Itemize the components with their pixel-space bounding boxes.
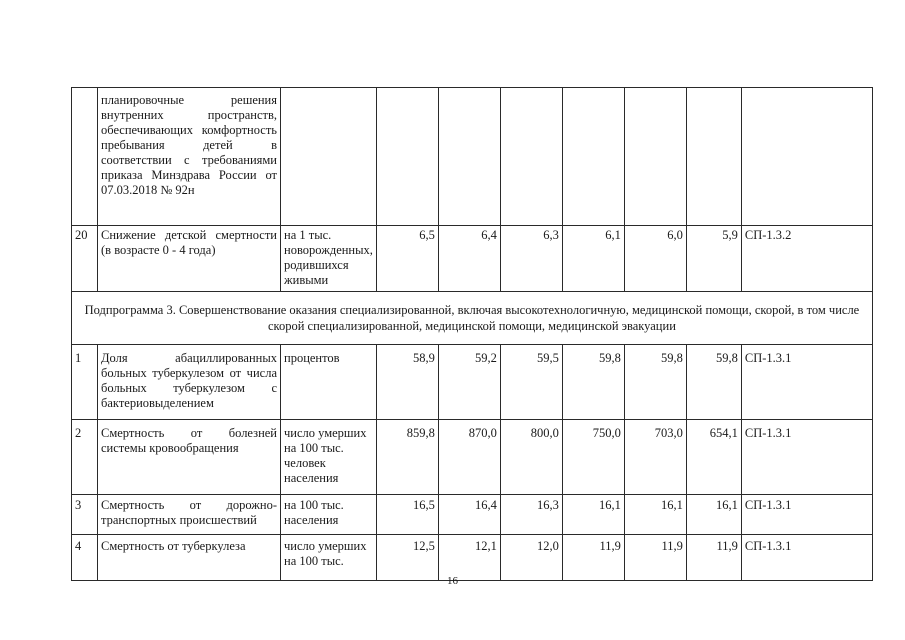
- indicator-value: 654,1: [686, 420, 741, 495]
- indicator-reference: СП-1.3.1: [741, 345, 872, 420]
- indicator-value: 800,0: [500, 420, 562, 495]
- indicator-value: 16,1: [686, 495, 741, 535]
- table-row: [72, 535, 873, 581]
- table-row: [72, 420, 873, 495]
- indicator-value: 12,5: [376, 535, 438, 581]
- indicator-value: 59,8: [686, 345, 741, 420]
- indicator-value: 859,8: [376, 420, 438, 495]
- indicator-value: [376, 88, 438, 226]
- row-number: 20: [72, 226, 98, 292]
- indicator-value: [562, 88, 624, 226]
- indicator-value: [438, 88, 500, 226]
- indicator-value: 16,5: [376, 495, 438, 535]
- table-row: [72, 88, 873, 226]
- indicator-name: Смертность от дорожно-транспортных происшествий: [98, 495, 281, 535]
- table-row: [72, 345, 873, 420]
- indicator-value: 6,4: [438, 226, 500, 292]
- indicator-value: 6,3: [500, 226, 562, 292]
- indicators-table: [71, 87, 873, 581]
- indicator-name: планировочные решения внутренних пространств, обеспечивающих комфортность пребывания детей в соответствии с требованиями приказа Минздрава России от 07.03.2018 № 92н: [98, 88, 281, 226]
- indicator-unit: процентов: [281, 345, 377, 420]
- indicator-value: 58,9: [376, 345, 438, 420]
- table-row: [72, 226, 873, 292]
- page-number: 16: [447, 575, 458, 587]
- indicator-unit: на 1 тыс. новорожденных, родившихся живыми: [281, 226, 377, 292]
- indicator-reference: СП-1.3.1: [741, 420, 872, 495]
- indicator-value: 5,9: [686, 226, 741, 292]
- indicator-value: 11,9: [624, 535, 686, 581]
- row-number: 4: [72, 535, 98, 581]
- indicator-value: 6,0: [624, 226, 686, 292]
- indicator-reference: СП-1.3.1: [741, 535, 872, 581]
- indicator-name: Смертность от туберкулеза: [98, 535, 281, 581]
- indicator-value: 11,9: [562, 535, 624, 581]
- indicator-name: Доля абациллированных больных туберкулезом от числа больных туберкулезом с бактериовыделением: [98, 345, 281, 420]
- indicator-value: [686, 88, 741, 226]
- indicator-reference: [741, 88, 872, 226]
- indicator-value: 12,1: [438, 535, 500, 581]
- indicator-value: 16,1: [562, 495, 624, 535]
- indicator-value: 6,1: [562, 226, 624, 292]
- table-row: [72, 495, 873, 535]
- indicator-value: 703,0: [624, 420, 686, 495]
- indicator-value: 59,8: [562, 345, 624, 420]
- indicator-reference: СП-1.3.2: [741, 226, 872, 292]
- indicator-value: 16,4: [438, 495, 500, 535]
- indicator-value: 870,0: [438, 420, 500, 495]
- indicator-value: 59,8: [624, 345, 686, 420]
- row-number: 2: [72, 420, 98, 495]
- indicator-value: 750,0: [562, 420, 624, 495]
- indicator-value: 16,1: [624, 495, 686, 535]
- subprogram-row: [72, 292, 873, 345]
- indicator-unit: [281, 88, 377, 226]
- indicator-unit: число умерших на 100 тыс. человек населения: [281, 420, 377, 495]
- indicator-unit: на 100 тыс. населения: [281, 495, 377, 535]
- indicator-value: 59,2: [438, 345, 500, 420]
- row-number: 1: [72, 345, 98, 420]
- indicator-name: Снижение детской смертности (в возрасте 0 - 4 года): [98, 226, 281, 292]
- row-number: 3: [72, 495, 98, 535]
- indicator-unit: число умерших на 100 тыс.: [281, 535, 377, 581]
- subprogram-title: Подпрограмма 3. Совершенствование оказания специализированной, включая высокотехнологичную, медицинской помощи, скорой, в том числе скорой специализированной, медицинской помощи, медицинской эвакуации: [72, 292, 873, 345]
- indicator-value: [500, 88, 562, 226]
- indicator-reference: СП-1.3.1: [741, 495, 872, 535]
- indicator-name: Смертность от болезней системы кровообращения: [98, 420, 281, 495]
- indicator-value: 12,0: [500, 535, 562, 581]
- indicator-value: 11,9: [686, 535, 741, 581]
- indicator-value: 6,5: [376, 226, 438, 292]
- indicator-value: 59,5: [500, 345, 562, 420]
- indicator-value: 16,3: [500, 495, 562, 535]
- indicator-value: [624, 88, 686, 226]
- row-number: [72, 88, 98, 226]
